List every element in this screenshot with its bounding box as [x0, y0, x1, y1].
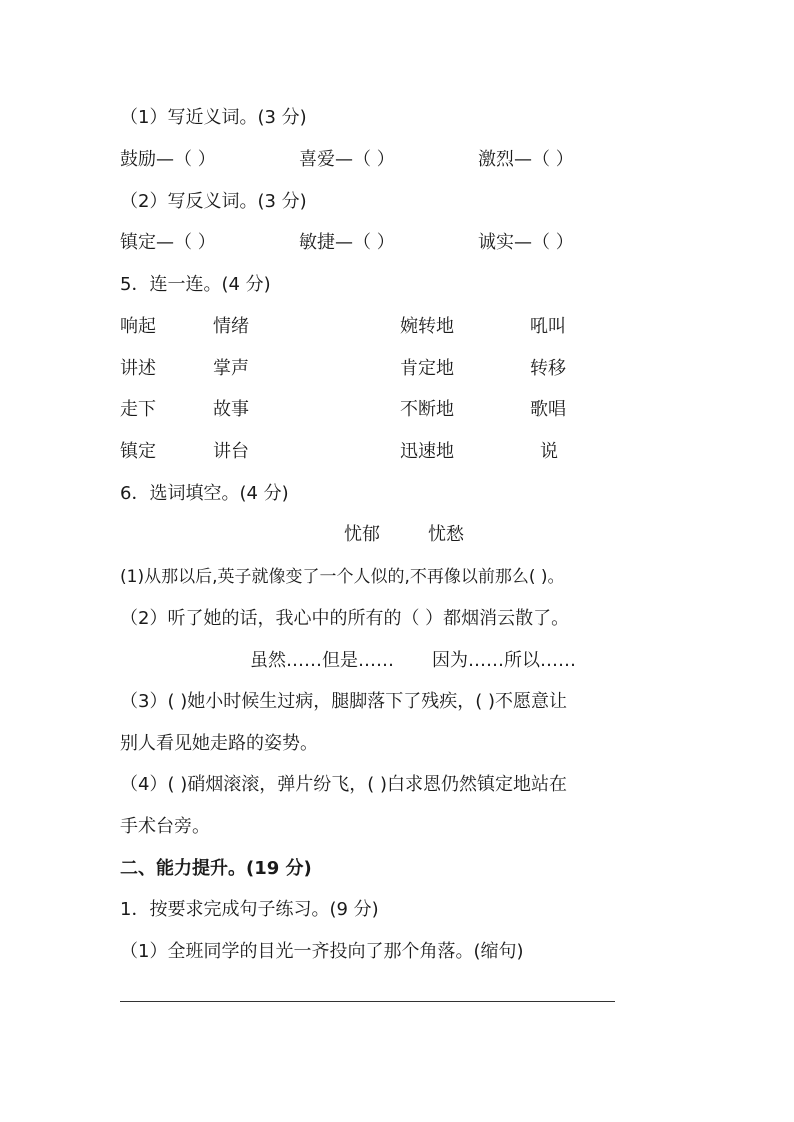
match-word: 情绪 [213, 316, 249, 337]
synonym-item: 鼓励—（ ） [120, 149, 216, 170]
conjunction-choice: 虽然……但是…… [250, 650, 394, 671]
fill-sentence: （3）( )她小时候生过病，腿脚落下了残疾，( )不愿意让 [120, 691, 567, 712]
word-choice: 忧郁 [344, 524, 380, 545]
match-word: 迅速地 [400, 441, 454, 462]
match-word: 说 [540, 441, 558, 462]
match-word: 歌唱 [530, 399, 566, 420]
match-word: 吼叫 [530, 316, 566, 337]
match-word: 讲述 [120, 358, 156, 379]
synonym-item: 喜爱—（ ） [299, 149, 395, 170]
word-choice: 忧愁 [428, 524, 464, 545]
q6-title: 6．选词填空。(4 分) [120, 483, 289, 504]
antonym-item: 镇定—（ ） [120, 232, 216, 253]
synonym-title: （1）写近义词。(3 分) [120, 107, 307, 128]
match-word: 讲台 [213, 441, 249, 462]
fill-sentence: (1)从那以后,英子就像变了一个人似的,不再像以前那么( )。 [120, 567, 565, 587]
fill-sentence-cont: 别人看见她走路的姿势。 [120, 733, 318, 754]
q5-title: 5．连一连。(4 分) [120, 274, 271, 295]
match-word: 镇定 [120, 441, 156, 462]
section-title: 二、能力提升。(19 分) [120, 858, 312, 879]
conjunction-choice: 因为……所以…… [432, 650, 576, 671]
question-title: 1．按要求完成句子练习。(9 分) [120, 899, 379, 920]
antonym-item: 诚实—（ ） [478, 232, 574, 253]
fill-sentence: （4）( )硝烟滚滚，弹片纷飞，( )白求恩仍然镇定地站在 [120, 774, 567, 795]
match-word: 响起 [120, 316, 156, 337]
match-word: 不断地 [400, 399, 454, 420]
answer-line[interactable] [120, 1001, 615, 1002]
match-word: 婉转地 [400, 316, 454, 337]
match-word: 肯定地 [400, 358, 454, 379]
fill-sentence: （2）听了她的话，我心中的所有的（ ）都烟消云散了。 [120, 608, 570, 629]
fill-sentence-cont: 手术台旁。 [120, 816, 210, 837]
antonym-title: （2）写反义词。(3 分) [120, 191, 307, 212]
match-word: 故事 [213, 399, 249, 420]
match-word: 转移 [530, 358, 566, 379]
synonym-item: 激烈—（ ） [478, 149, 574, 170]
antonym-item: 敏捷—（ ） [299, 232, 395, 253]
match-word: 掌声 [213, 358, 249, 379]
sentence-task: （1）全班同学的目光一齐投向了那个角落。(缩句) [120, 941, 524, 962]
match-word: 走下 [120, 399, 156, 420]
